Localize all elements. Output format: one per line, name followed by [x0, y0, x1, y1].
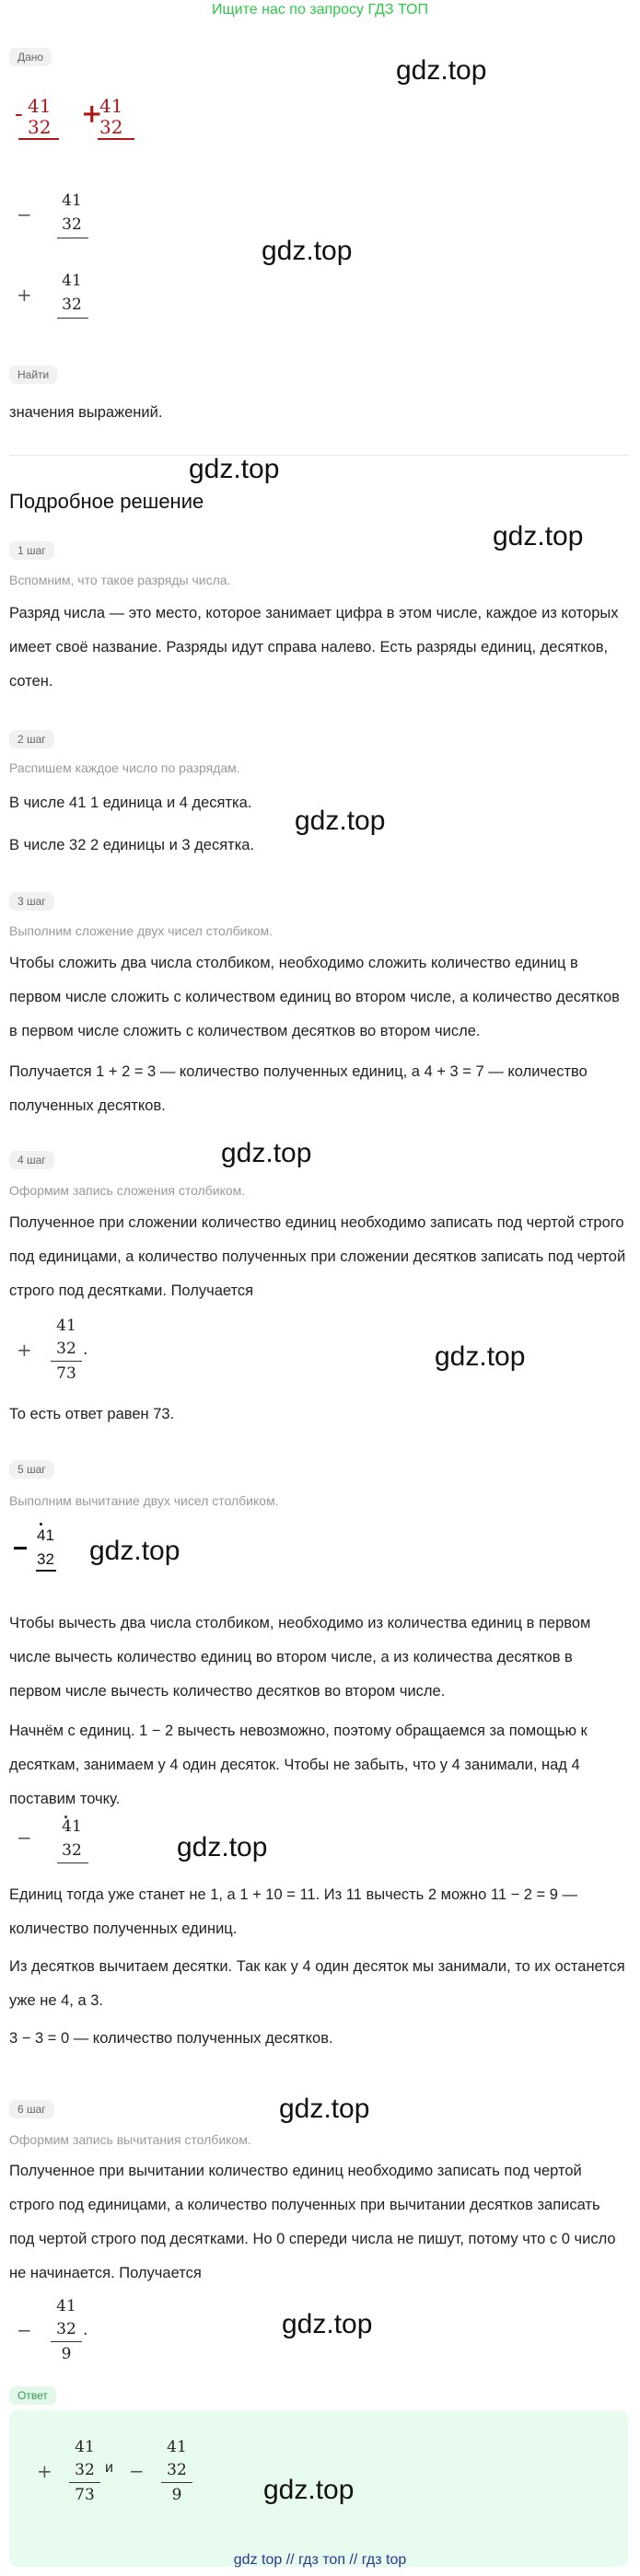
column-bottom: 32	[62, 215, 82, 234]
addition-column	[17, 1317, 118, 1390]
watermark: gdz.top	[262, 236, 353, 266]
solution-title: Подробное решение	[9, 490, 204, 513]
step-answer: То есть ответ равен 73.	[9, 1406, 175, 1422]
watermark: gdz.top	[263, 2475, 355, 2505]
column-dot: .	[83, 2321, 88, 2339]
plus-sign: +	[17, 284, 32, 306]
step-tag: 6 шаг	[9, 2100, 54, 2118]
answer-tag: Ответ	[9, 2386, 56, 2405]
find-tag: Найти	[9, 366, 57, 384]
column-line	[57, 318, 88, 319]
watermark: gdz.top	[282, 2309, 373, 2339]
subtraction-column	[17, 1816, 99, 1871]
column-top: 41	[56, 2297, 76, 2315]
column-bottom: 32	[62, 296, 82, 314]
column-bottom: 32	[62, 1841, 82, 1860]
answer-subtraction	[129, 2438, 212, 2512]
handwritten-subtraction	[13, 1523, 68, 1578]
find-section	[9, 366, 57, 384]
footer-links[interactable]: gdz top // гдз топ // гдз top	[233, 2552, 407, 2568]
step-hint: Оформим запись вычитания столбиком.	[9, 2132, 251, 2147]
column-line	[51, 2341, 82, 2342]
column-top: 41	[62, 191, 82, 210]
column-dot: .	[83, 1340, 88, 1359]
hand-underline	[36, 1570, 56, 1572]
step-hint: Выполним сложение двух чисел столбиком.	[9, 923, 273, 938]
step-text: Единиц тогда уже станет не 1, а 1 + 10 = 11. Из 11 вычесть 2 можно 11 − 2 = 9 — количество полученных единиц.	[9, 1886, 578, 1937]
step-line: В числе 32 2 единицы и 3 десятка.	[9, 837, 255, 853]
hand-bottom-number: 32	[37, 1550, 54, 1568]
column-line	[161, 2482, 192, 2483]
step-text: Из десятков вычитаем десятки. Так как у 4 один десяток мы занимали, то их останется уже не 4, а 3.	[9, 1958, 625, 2009]
step6-section	[9, 2100, 54, 2118]
step-line: В числе 41 1 единица и 4 десятка.	[9, 795, 252, 811]
divider	[9, 455, 628, 456]
step4-section	[9, 1151, 54, 1169]
hand-top-number: 41	[37, 1526, 54, 1544]
column-bottom: 32	[167, 2461, 187, 2479]
watermark: gdz.top	[189, 454, 280, 484]
given-column-addition	[17, 272, 99, 327]
watermark: gdz.top	[493, 521, 584, 551]
step-text: Чтобы сложить два числа столбиком, необходимо сложить количество единиц в первом числе сложить с количеством единиц во втором числе, а количество десятков в первом числе сложить с количеством десятков во втором числе.	[9, 955, 620, 1039]
hand-underline	[98, 138, 134, 140]
minus-sign: -	[15, 100, 23, 128]
step1-section	[9, 541, 54, 560]
hand-bottom-number: 32	[99, 116, 123, 138]
step-tag: 4 шаг	[9, 1151, 54, 1169]
given-section	[9, 48, 52, 66]
column-bottom: 32	[75, 2461, 95, 2479]
hand-top-number: 41	[28, 95, 52, 117]
answer-box	[9, 2410, 628, 2567]
subtraction-column-result	[17, 2297, 118, 2371]
step-hint: Вспомним, что такое разряды числа.	[9, 573, 231, 587]
step-result: Получается 1 + 2 = 3 — количество полученных единиц, а 4 + 3 = 7 — количество полученных десятков.	[9, 1063, 588, 1114]
borrow-dot	[40, 1523, 42, 1526]
watermark: gdz.top	[279, 2094, 370, 2124]
step-hint: Оформим запись сложения столбиком.	[9, 1183, 246, 1198]
hand-underline	[18, 138, 59, 140]
step-text: Чтобы вычесть два числа столбиком, необходимо из количества единиц в первом числе вычесть количество единиц во втором числе, а из количества десятков в первом числе вычесть количество десятков во втором числе.	[9, 1615, 591, 1700]
step-text: Полученное при сложении количество единиц необходимо записать под чертой строго под единицами, а количество полученных при сложении десятков записать под чертой строго под десятками. Получается	[9, 1214, 626, 1299]
column-result: 73	[56, 1364, 76, 1383]
column-line	[57, 1862, 88, 1863]
step-tag: 5 шаг	[9, 1460, 54, 1479]
step3-section	[9, 892, 54, 911]
find-text: значения выражений.	[9, 404, 163, 421]
column-top: 41	[62, 272, 82, 290]
watermark: gdz.top	[221, 1138, 312, 1168]
given-tag: Дано	[9, 48, 52, 66]
step-text: Разряд числа — это место, которое занимает цифра в этом числе, каждое из которых имеет своё название. Разряды идут справа налево. Есть разряды единиц, десятков, сотен.	[9, 605, 619, 690]
column-line	[69, 2482, 100, 2483]
watermark: gdz.top	[396, 55, 487, 86]
column-result: 73	[75, 2486, 95, 2504]
hand-bottom-number: 32	[28, 116, 52, 138]
step-tag: 1 шаг	[9, 541, 54, 560]
answer-joiner: и	[105, 2460, 113, 2476]
column-top: 41	[56, 1317, 76, 1335]
step-hint: Распишем каждое число по разрядам.	[9, 760, 240, 775]
minus-sign: −	[17, 2319, 32, 2341]
step-text: Начнём с единиц. 1 − 2 вычесть невозможно, поэтому обращаемся за помощью к десяткам, занимаем у 4 один десяток. Чтобы не забыть, что у 4 занимали, над 4 поставим точку.	[9, 1723, 588, 1807]
step2-section	[9, 730, 54, 748]
column-bottom: 32	[56, 2320, 76, 2338]
step-tag: 2 шаг	[9, 730, 54, 748]
watermark: gdz.top	[177, 1832, 268, 1862]
top-banner[interactable]: Ищите нас по запросу ГДЗ ТОП	[212, 2, 428, 17]
step-text: Полученное при вычитании количество единиц необходимо записать под чертой строго под единицами, а количество полученных при вычитании десятков записать под чертой строго под десятками. Но 0 спереди числа не пишут, потому что с 0 число не начинается. Получается	[9, 2163, 616, 2281]
plus-sign: +	[81, 99, 103, 129]
step-tag: 3 шаг	[9, 892, 54, 911]
column-result: 9	[171, 2486, 182, 2504]
handwritten-addition	[81, 95, 127, 141]
watermark: gdz.top	[295, 806, 386, 836]
minus-sign: −	[13, 1534, 29, 1562]
column-result: 9	[61, 2345, 72, 2363]
answer-section	[9, 2386, 56, 2405]
step-text: 3 − 3 = 0 — количество полученных десятков.	[9, 2030, 333, 2047]
step-hint: Выполним вычитание двух чисел столбиком.	[9, 1493, 279, 1508]
column-top: 41	[62, 1817, 82, 1836]
handwritten-subtraction	[15, 95, 61, 141]
column-top: 41	[167, 2438, 187, 2456]
watermark: gdz.top	[435, 1341, 526, 1372]
given-column-subtraction	[17, 191, 99, 247]
column-bottom: 32	[56, 1340, 76, 1358]
minus-sign: −	[17, 1827, 32, 1849]
plus-sign: +	[37, 2460, 52, 2482]
watermark: gdz.top	[89, 1536, 180, 1566]
step5-section	[9, 1460, 54, 1479]
column-top: 41	[75, 2438, 95, 2456]
column-line	[51, 1361, 82, 1362]
minus-sign: −	[129, 2460, 145, 2482]
hand-top-number: 41	[99, 95, 123, 117]
minus-sign: −	[17, 203, 32, 226]
plus-sign: +	[17, 1339, 32, 1361]
